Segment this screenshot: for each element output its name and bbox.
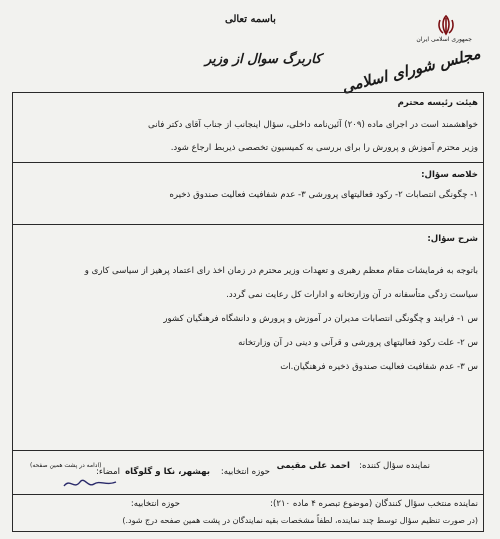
iran-emblem-icon: [436, 14, 456, 36]
divider-details: [12, 224, 484, 225]
intro-line-2: وزیر محترم آموزش و پرورش را برای بررسی به کمیسیون تخصصی ذیربط ارجاع شود.: [170, 143, 478, 153]
continued-note: (ادامه در پشت همین صفحه): [30, 462, 102, 469]
parliament-logo: [340, 36, 483, 97]
summary-heading: خلاصه سؤال:: [421, 170, 478, 180]
detail-line-2: سیاست زدگی متأسفانه در آن وزارتخانه و ادارات کل رعایت نمی گردد.: [226, 290, 478, 300]
footnote-line-1: (در صورت تنظیم سؤال توسط چند نماینده، لطفاً مشخصات بقیه نمایندگان در پشت همین صفحه درج شود.): [122, 516, 478, 525]
signature-label: امضاء:: [96, 467, 120, 477]
question-3: س ۳- عدم شفافیت فعالیت صندوق ذخیره فرهنگیان.ات: [280, 362, 478, 372]
details-heading: شرح سؤال:: [427, 234, 478, 244]
detail-line-1: باتوجه به فرمایشات مقام معظم رهبری و تعهدات وزیر محترم در زمان اخذ رای اعتماد پرهیز از سیاسی کاری و: [84, 266, 478, 276]
divider-summary: [12, 162, 484, 163]
basmala: باسمه تعالی: [225, 14, 276, 25]
district-name: بهشهر، نکا و گلوگاه: [125, 467, 210, 477]
cosigner-label: نماینده منتخب سؤال کنندگان (موضوع تبصره ۴ ماده ۲۱۰):: [270, 499, 478, 509]
rep-name: احمد علی مقیمی: [276, 461, 350, 471]
cosigner-district: حوزه انتخابیه:: [130, 499, 180, 509]
logo-title: مجلس شورای اسلامی: [340, 44, 483, 97]
question-2: س ۲- علت رکود فعالیتهای پرورشی و قرآنی و دینی در آن وزارتخانه: [238, 338, 478, 348]
form-title: کاربرگ سوال از وزیر: [205, 52, 322, 67]
summary-text: ۱- چگونگی انتصابات ۲- رکود فعالیتهای پرورشی ۳- عدم شفافیت فعالیت صندوق ذخیره: [169, 190, 478, 200]
divider-footer: [12, 450, 484, 451]
salutation: هیئت رئیسه محترم: [397, 98, 478, 108]
signature-mark: [60, 472, 120, 494]
divider-cosigner: [12, 494, 484, 495]
district-label: حوزه انتخابیه:: [220, 467, 270, 477]
logo-subtitle: جمهوری اسلامی ایران: [416, 36, 472, 43]
intro-line-1: خواهشمند است در اجرای ماده (۲۰۹) آئین‌نامه داخلی، سؤال اینجانب از جناب آقای دکتر فانی: [148, 120, 478, 130]
rep-label: نماینده سؤال کننده:: [359, 461, 430, 471]
question-1: س ۱- فرایند و چگونگی انتصابات مدیران در آموزش و پرورش و دانشگاه فرهنگیان کشور: [163, 314, 478, 324]
